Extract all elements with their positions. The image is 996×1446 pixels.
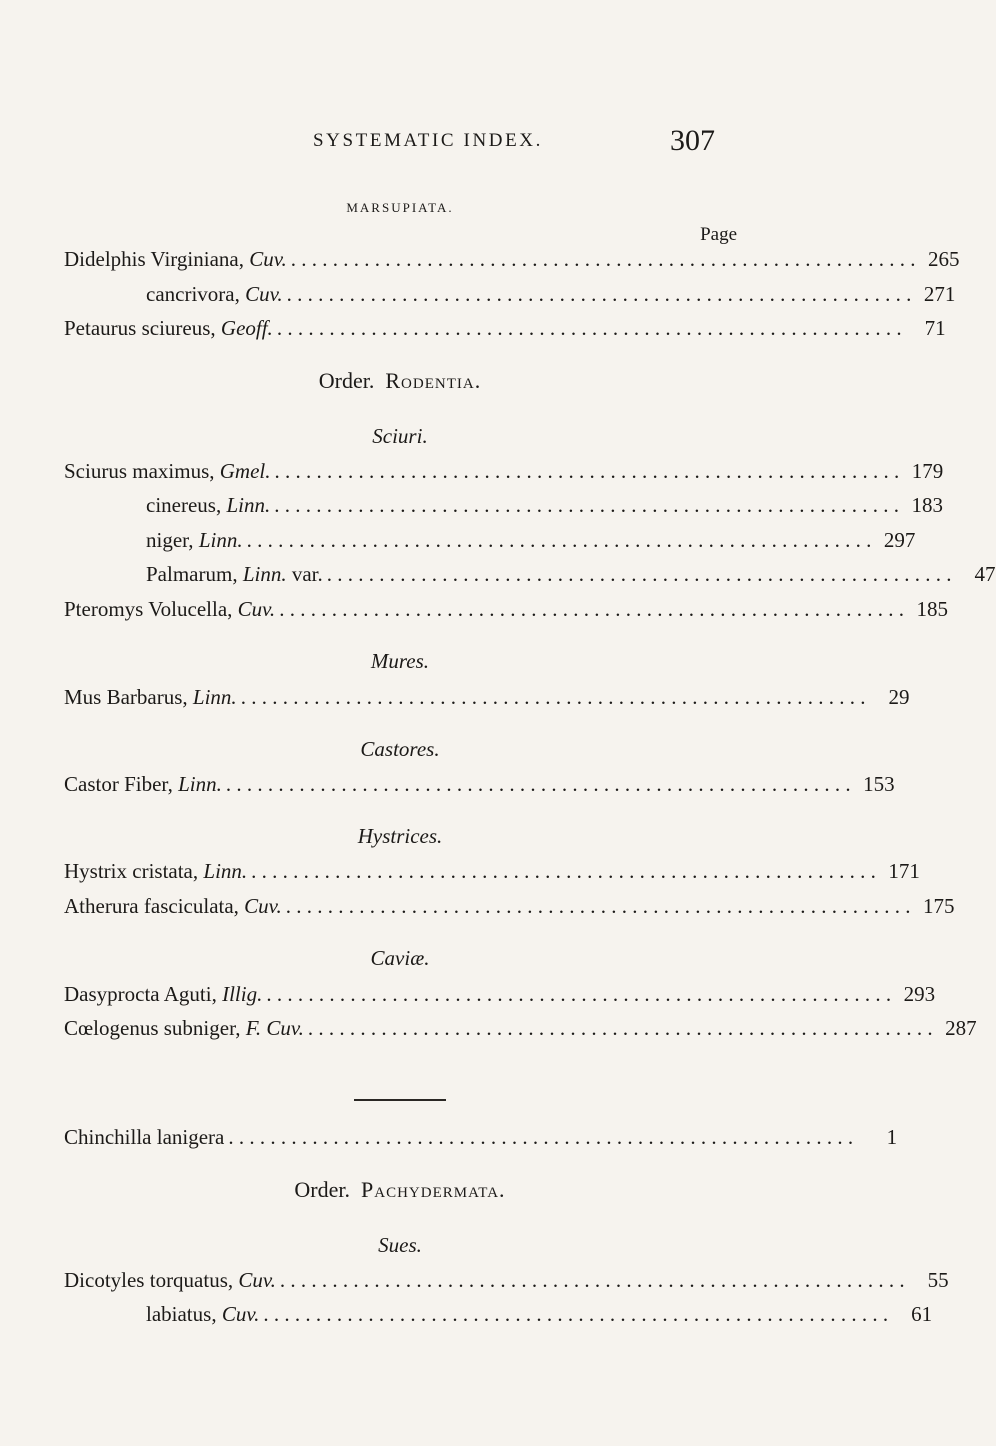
subheading-sciuri: Sciuri. xyxy=(372,424,428,448)
entry-species: lanigera xyxy=(156,1125,225,1149)
entry-genus: Mus xyxy=(64,685,102,709)
entry-page: 55 xyxy=(927,1268,949,1292)
page-number: 307 xyxy=(670,124,715,157)
entry-name xyxy=(146,491,270,519)
entry-page: 297 xyxy=(883,528,916,552)
leader-dots: . . . . . . . . . . . . . . . . . . . . . . . . . . . . . . . . . . . . . . . . . . . . . . . . . . . . . . . . . . . . xyxy=(251,859,876,883)
leader-dots: . . . . . . . . . . . . . . . . . . . . . . . . . . . . . . . . . . . . . . . . . . . . . . . . . . . . . . . . . . . . xyxy=(246,528,872,552)
index-entry xyxy=(64,1266,949,1294)
entry-author: Linn. xyxy=(226,493,271,517)
entry-species: labiatus, xyxy=(146,1302,217,1326)
index-entry xyxy=(64,1123,898,1151)
subheading-hystrices: Hystrices. xyxy=(357,824,443,848)
entry-page: 71 xyxy=(924,316,946,340)
entry-name xyxy=(64,857,247,885)
section-rule xyxy=(354,1099,446,1101)
leader-dots: . . . . . . . . . . . . . . . . . . . . . . . . . . . . . . . . . . . . . . . . . . . . . . . . . . . . . . . . . . . . xyxy=(263,1302,889,1326)
entry-page: 29 xyxy=(888,685,910,709)
entry-author: Linn. xyxy=(242,562,287,586)
entry-page: 47 xyxy=(974,562,996,586)
entry-name xyxy=(64,1266,276,1294)
entry-name xyxy=(64,683,237,711)
subheading-castores: Castores. xyxy=(360,737,440,761)
entry-species: niger, xyxy=(146,528,194,552)
entry-page: 1 xyxy=(886,1125,898,1149)
order-heading-rodentia xyxy=(0,368,800,394)
entry-name xyxy=(64,314,273,342)
leader-dots: . . . . . . . . . . . . . . . . . . . . . . . . . . . . . . . . . . . . . . . . . . . . . . . . . . . . . . . . . . . . xyxy=(225,772,851,796)
entry-page: 183 xyxy=(911,493,943,517)
index-entry xyxy=(64,683,910,711)
entry-page: 271 xyxy=(923,282,956,306)
entry-author: Cuv. xyxy=(238,1268,276,1292)
index-entry xyxy=(146,491,943,519)
entry-page: 265 xyxy=(928,247,960,271)
entry-author: Linn. xyxy=(203,859,248,883)
entry-author: Cuv. xyxy=(237,597,276,621)
entry-name xyxy=(146,1300,259,1328)
entry-genus: Hystrix xyxy=(64,859,127,883)
index-entry xyxy=(146,1300,933,1328)
index-entry xyxy=(64,245,960,273)
entry-author: Geoff. xyxy=(220,316,273,340)
entry-author: Linn. xyxy=(192,685,237,709)
entry-author: Illig. xyxy=(222,982,263,1006)
subheading-caviae: Caviæ. xyxy=(370,946,430,970)
order-name: Rodentia. xyxy=(385,368,482,393)
entry-genus: Castor xyxy=(64,772,119,796)
leader-dots: . . . . . . . . . . . . . . . . . . . . . . . . . . . . . . . . . . . . . . . . . . . . . . . . . . . . . . . . . . . . xyxy=(286,282,912,306)
entry-page: 179 xyxy=(911,459,944,483)
entry-page: 287 xyxy=(945,1016,977,1040)
page-column-heading: Page xyxy=(700,224,737,245)
index-entry xyxy=(64,980,936,1008)
entry-name xyxy=(64,770,222,798)
entry-name xyxy=(64,980,262,1008)
entry-author: Cuv. xyxy=(249,247,287,271)
entry-species: subniger, xyxy=(163,1016,241,1040)
order-label: Order. xyxy=(294,1177,351,1202)
entry-page: 61 xyxy=(911,1302,933,1326)
entry-author: Cuv. xyxy=(244,894,282,918)
entry-name xyxy=(146,280,283,308)
entry-species: Volucella, xyxy=(148,597,233,621)
leader-dots: . . . . . . . . . . . . . . . . . . . . . . . . . . . . . . . . . . . . . . . . . . . . . . . . . . . . . . . . . . . . xyxy=(274,459,900,483)
entry-species: maximus, xyxy=(132,459,215,483)
entry-name xyxy=(64,892,282,920)
entry-genus: Dasyprocta xyxy=(64,982,160,1006)
entry-variety: var. xyxy=(291,562,323,586)
entry-species: Barbarus, xyxy=(106,685,188,709)
entry-genus: Petaurus xyxy=(64,316,137,340)
leader-dots: . . . . . . . . . . . . . . . . . . . . . . . . . . . . . . . . . . . . . . . . . . . . . . . . . . . . . . . . . . . . xyxy=(276,316,902,340)
order-label: Order. xyxy=(318,368,375,393)
entry-genus: Dicotyles xyxy=(64,1268,145,1292)
entry-species: Palmarum, xyxy=(146,562,238,586)
entry-name xyxy=(64,457,271,485)
entry-author: Cuv. xyxy=(221,1302,260,1326)
entry-author: Linn. xyxy=(198,528,243,552)
leader-dots: . . . . . . . . . . . . . . . . . . . . . . . . . . . . . . . . . . . . . . . . . . . . . . . . . . . . . . . . . . . . xyxy=(266,982,892,1006)
subheading-sues: Sues. xyxy=(378,1233,422,1257)
entry-author: Cuv. xyxy=(245,282,283,306)
section-heading-marsupiata: MARSUPIATA. xyxy=(346,200,454,215)
leader-dots: . . . . . . . . . . . . . . . . . . . . . . . . . . . . . . . . . . . . . . . . . . . . . . . . . . . . . . . . . . . . xyxy=(274,493,899,517)
entry-name xyxy=(146,526,243,554)
index-entry xyxy=(64,1014,977,1042)
leader-dots: . . . . . . . . . . . . . . . . . . . . . . . . . . . . . . . . . . . . . . . . . . . . . . . . . . . . . . . . . . . . xyxy=(240,685,866,709)
entry-species: cinereus, xyxy=(146,493,222,517)
entry-genus: Didelphis xyxy=(64,247,146,271)
order-heading-pachydermata xyxy=(0,1177,800,1203)
order-name: Pachydermata. xyxy=(361,1177,506,1202)
entry-genus: Pteromys xyxy=(64,597,144,621)
entry-species: torquatus, xyxy=(149,1268,234,1292)
index-entry xyxy=(64,595,948,623)
running-title: SYSTEMATIC INDEX. xyxy=(313,130,543,151)
entry-species: fasciculata, xyxy=(143,894,239,918)
index-entry xyxy=(64,770,895,798)
index-entry xyxy=(64,857,920,885)
entry-species: Virginiana, xyxy=(150,247,244,271)
index-entry xyxy=(146,280,956,308)
leader-dots: . . . . . . . . . . . . . . . . . . . . . . . . . . . . . . . . . . . . . . . . . . . . . . . . . . . . . . . . . . . . xyxy=(228,1125,854,1149)
entry-genus: Sciurus xyxy=(64,459,127,483)
entry-page: 171 xyxy=(888,859,920,883)
index-entry xyxy=(146,526,916,554)
entry-species: Aguti, xyxy=(163,982,217,1006)
entry-page: 185 xyxy=(916,597,948,621)
entry-name xyxy=(64,1014,304,1042)
running-head xyxy=(0,124,800,164)
entry-name xyxy=(146,560,323,588)
entry-author: Gmel. xyxy=(219,459,271,483)
subheading-mures: Mures. xyxy=(370,649,430,673)
entry-author: F. Cuv. xyxy=(245,1016,304,1040)
entry-species: Fiber, xyxy=(124,772,173,796)
leader-dots: . . . . . . . . . . . . . . . . . . . . . . . . . . . . . . . . . . . . . . . . . . . . . . . . . . . . . . . . . . . . xyxy=(307,1016,933,1040)
leader-dots: . . . . . . . . . . . . . . . . . . . . . . . . . . . . . . . . . . . . . . . . . . . . . . . . . . . . . . . . . . . . xyxy=(279,597,904,621)
entry-genus: Atherura xyxy=(64,894,139,918)
index-entry xyxy=(64,892,955,920)
entry-page: 293 xyxy=(903,982,936,1006)
entry-genus: Cœlogenus xyxy=(64,1016,159,1040)
leader-dots: . . . . . . . . . . . . . . . . . . . . . . . . . . . . . . . . . . . . . . . . . . . . . . . . . . . . . . . . . . . . xyxy=(279,1268,905,1292)
leader-dots: . . . . . . . . . . . . . . . . . . . . . . . . . . . . . . . . . . . . . . . . . . . . . . . . . . . . . . . . . . . . xyxy=(290,247,916,271)
entry-page: 175 xyxy=(922,894,955,918)
index-entry xyxy=(146,560,996,588)
entry-name xyxy=(64,245,287,273)
index-entry xyxy=(64,457,944,485)
entry-species: sciureus, xyxy=(141,316,216,340)
entry-genus: Chinchilla xyxy=(64,1125,152,1149)
entry-name xyxy=(64,1123,224,1151)
index-entry xyxy=(64,314,946,342)
entry-page: 153 xyxy=(863,772,895,796)
leader-dots: . . . . . . . . . . . . . . . . . . . . . . . . . . . . . . . . . . . . . . . . . . . . . . . . . . . . . . . . . . . . xyxy=(285,894,911,918)
entry-author: Linn. xyxy=(178,772,222,796)
entry-name xyxy=(64,595,275,623)
entry-species: cancrivora, xyxy=(146,282,240,306)
entry-species: cristata, xyxy=(132,859,199,883)
leader-dots: . . . . . . . . . . . . . . . . . . . . . . . . . . . . . . . . . . . . . . . . . . . . . . . . . . . . . . . . . . . . xyxy=(326,562,952,586)
